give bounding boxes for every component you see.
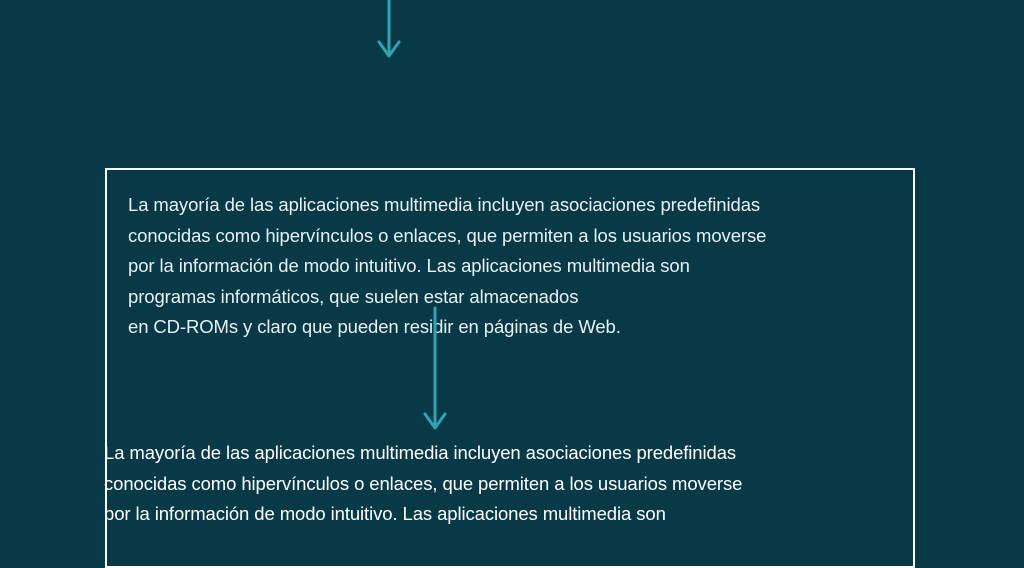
arrow-down-icon	[376, 0, 402, 62]
paragraph-line: La mayoría de las aplicaciones multimedia incluyen asociaciones predefinidas	[128, 194, 761, 215]
arrow-down-icon	[422, 306, 448, 434]
paragraph-line: La mayoría de las aplicaciones multimedia incluyen asociaciones predefinidas	[104, 442, 737, 463]
paragraph-line: programas informáticos, que suelen estar almacenados	[128, 285, 579, 307]
paragraph-line: por la información de modo intuitivo. Las aplicaciones multimedia son	[104, 503, 666, 524]
paragraph-line: por la información de modo intuitivo. Las aplicaciones multimedia son	[128, 255, 690, 276]
paragraph-secondary	[104, 438, 742, 530]
paragraph-line: conocidas como hipervínculos o enlaces, que permiten a los usuarios moverse	[104, 472, 743, 494]
paragraph-line: en CD-ROMs y claro que pueden residir en páginas de Web.	[128, 316, 621, 337]
paragraph-line: conocidas como hipervínculos o enlaces, que permiten a los usuarios moverse	[128, 224, 767, 246]
